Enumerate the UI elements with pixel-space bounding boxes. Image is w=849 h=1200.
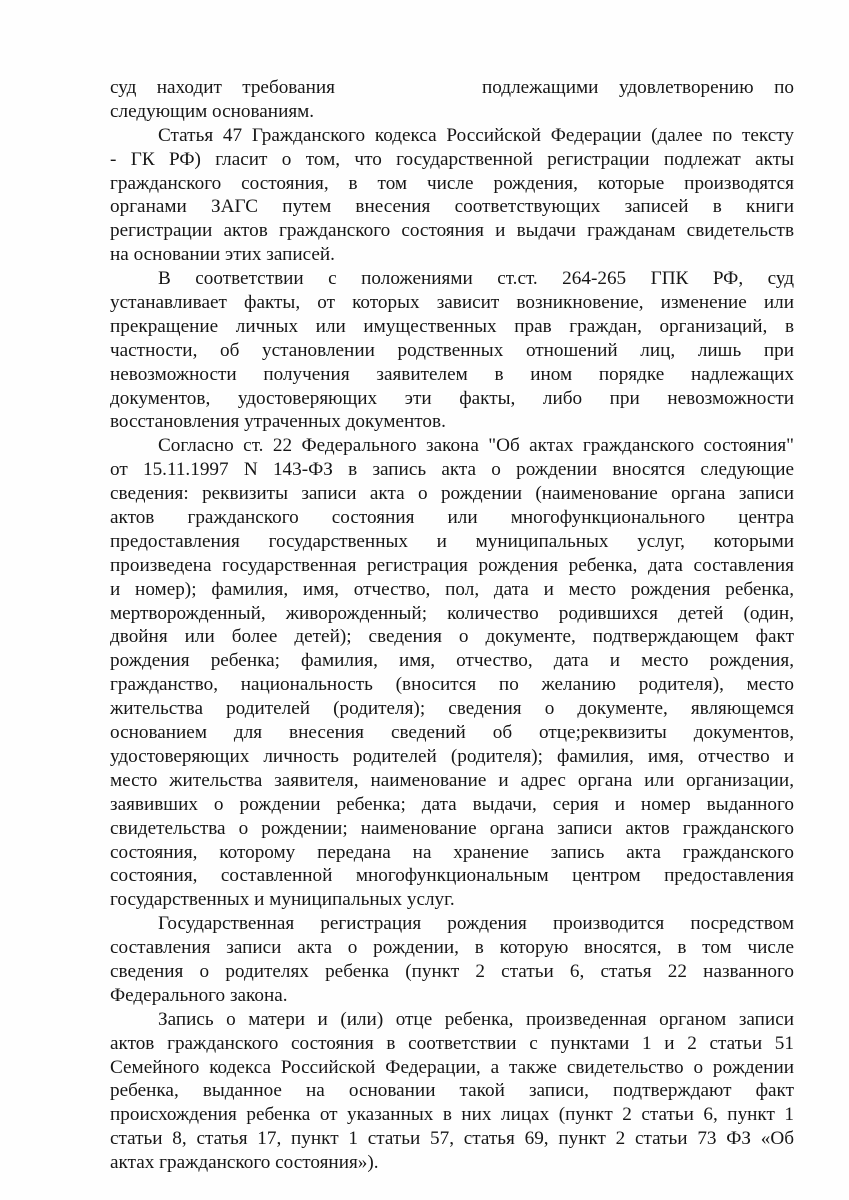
text-line: В соответствии с положениями ст.ст. 264-265 ГПК РФ, суд <box>158 268 794 290</box>
text-line: происхождения ребенка от указанных в них лицах (пункт 2 статьи 6, пункт 1 <box>110 1104 794 1126</box>
text-line: предоставления государственных и муниципальных услуг, которыми <box>110 530 794 552</box>
text-line: состояния, составленной многофункциональным центром предоставления <box>110 865 794 887</box>
text-line: рождения ребенка; фамилия, имя, отчество, дата и место рождения, <box>110 650 794 672</box>
text-line: на основании этих записей. <box>110 244 335 266</box>
text-line: Статья 47 Гражданского кодекса Российской Федерации (далее по тексту <box>158 124 794 146</box>
text-line: Семейного кодекса Российской Федерации, а также свидетельство о рождении <box>110 1056 794 1078</box>
text-line: Согласно ст. 22 Федерального закона "Об актах гражданского состояния" <box>158 435 794 457</box>
text-line: заявивших о рождении ребенка; дата выдачи, серия и номер выданного <box>110 793 794 815</box>
text-line: государственных и муниципальных услуг. <box>110 889 455 911</box>
text-line: мертворожденный, живорожденный; количество родившихся детей (один, <box>110 602 794 624</box>
text-line: ребенка, выданное на основании такой записи, подтверждают факт <box>110 1080 794 1102</box>
text-line: удостоверяющих личность родителей (родителя); фамилия, имя, отчество и <box>110 745 794 767</box>
text-line: Государственная регистрация рождения производится посредством <box>158 913 794 935</box>
text-line: свидетельства о рождении; наименование органа записи актов гражданского <box>110 817 794 839</box>
first-line <box>110 76 794 100</box>
text-line: двойня или более детей); сведения о документе, подтверждающем факт <box>110 626 794 648</box>
text-line: произведена государственная регистрация рождения ребенка, дата составления <box>110 554 794 576</box>
text-line: место жительства заявителя, наименование и адрес органа или организации, <box>110 769 794 791</box>
text-line: невозможности получения заявителем в ином порядке надлежащих <box>110 363 794 385</box>
text-line: и номер); фамилия, имя, отчество, пол, дата и место рождения ребенка, <box>110 578 794 600</box>
text-line: сведения: реквизиты записи акта о рождении (наименование органа записи <box>110 483 794 505</box>
text-line: частности, об установлении родственных отношений лиц, лишь при <box>110 339 794 361</box>
first-line-left: суд находит требования <box>110 77 335 98</box>
text-line: гражданство, национальность (вносится по желанию родителя), место <box>110 674 794 696</box>
text-line: актов гражданского состояния в соответствии с пунктами 1 и 2 статьи 51 <box>110 1032 794 1054</box>
text-line: органами ЗАГС путем внесения соответствующих записей в книги <box>110 196 794 218</box>
text-line: документов, удостоверяющих эти факты, либо при невозможности <box>110 387 794 409</box>
text-line: жительства родителей (родителя); сведения о документе, являющемся <box>110 698 794 720</box>
text-line: прекращение личных или имущественных прав граждан, организаций, в <box>110 315 794 337</box>
text-line: - ГК РФ) гласит о том, что государственной регистрации подлежат акты <box>110 148 794 170</box>
document-body <box>110 76 794 1175</box>
text-line: следующим основаниям. <box>110 100 315 122</box>
text-line: гражданского состояния, в том числе рождения, которые производятся <box>110 172 794 194</box>
text-line: составления записи акта о рождении, в которую вносятся, в том числе <box>110 937 794 959</box>
text-line: актов гражданского состояния или многофункционального центра <box>110 507 794 529</box>
text-line: состояния, которому передана на хранение запись акта гражданского <box>110 841 794 863</box>
text-line: статьи 8, статья 17, пункт 1 статьи 57, статья 69, пункт 2 статьи 73 ФЗ «Об <box>110 1128 794 1150</box>
text-line: сведения о родителях ребенка (пункт 2 статьи 6, статья 22 названного <box>110 960 794 982</box>
text-line: основанием для внесения сведений об отце;реквизиты документов, <box>110 722 794 744</box>
text-line: от 15.11.1997 N 143-ФЗ в запись акта о рождении вносятся следующие <box>110 459 794 481</box>
text-line: восстановления утраченных документов. <box>110 411 446 433</box>
first-line-right: подлежащими удовлетворению по <box>482 77 794 98</box>
text-line: Федерального закона. <box>110 984 288 1006</box>
text-line: актах гражданского состояния»). <box>110 1152 379 1174</box>
text-line: Запись о матери и (или) отце ребенка, произведенная органом записи <box>158 1008 794 1030</box>
text-line: устанавливает факты, от которых зависит возникновение, изменение или <box>110 292 794 314</box>
text-line: регистрации актов гражданского состояния и выдачи гражданам свидетельств <box>110 220 794 242</box>
